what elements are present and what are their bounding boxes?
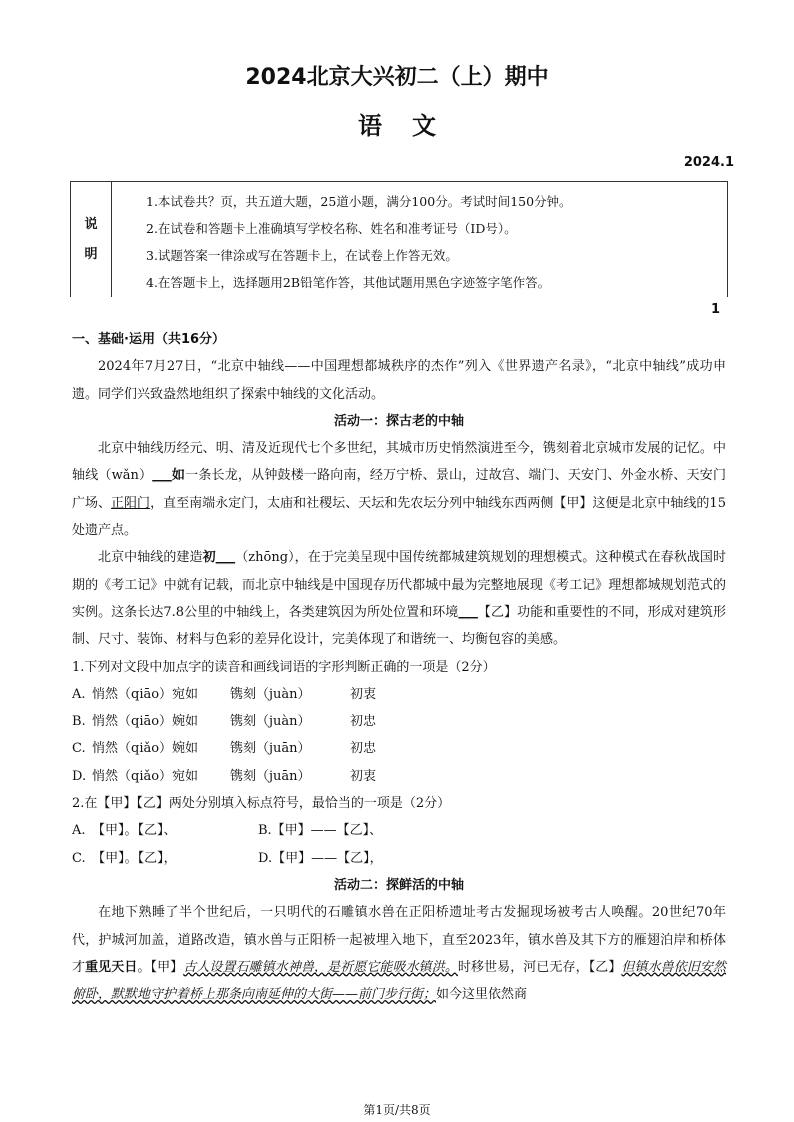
section-intro: 2024年7月27日，“北京中轴线——中国理想都城秩序的杰作”列入《世界遗产名录》，“北京中轴线”成功申遗。同学们兴致盎然地组织了探索中轴线的文化活动。 — [72, 359, 726, 402]
choice-option-b[interactable] — [72, 708, 726, 735]
choice-option-a[interactable] — [72, 681, 726, 708]
page-mark: 1 — [710, 302, 720, 317]
instructions-label — [71, 182, 112, 297]
option-part: 初忠 — [350, 741, 377, 757]
answer-blank: ___ — [215, 550, 236, 566]
text-run: 【乙】功能和重要性的不同，形成对建筑形制、尺寸、装饰、材料与色彩的差异化设计，完美体现了和谐统一、均衡包容的美感。 — [72, 604, 726, 648]
option-part: 婉如 — [172, 741, 199, 757]
text-run: 北京中轴线的建造 — [98, 550, 203, 566]
text-run: 。【甲】 — [137, 959, 184, 975]
text-run: 如今这里依然商 — [436, 987, 528, 1003]
option-part: 悄然（qiāo） — [92, 714, 173, 730]
text-run: 北京中轴线历经元、明、清及近现代七个多世纪，其城市历史悄然演进至今，镌刻着北京城市发展的记忆。中轴线（wǎn） — [72, 441, 726, 484]
instructions-box — [70, 181, 728, 297]
option-part: 初忠 — [350, 714, 377, 730]
activity-title: 活动二：探鲜活的中轴 — [333, 877, 464, 893]
activity1-paragraph2 — [72, 544, 726, 653]
choice-row — [72, 845, 726, 872]
exam-title: 2024北京大兴初二（上）期中 — [245, 65, 549, 90]
wavy-underlined-sentence: 古人设置石雕镇水神兽，是祈愿它能吸水镇洪。 — [183, 959, 458, 975]
option-letter: C. — [72, 741, 86, 757]
instruction-item: 3.试题答案一律涂或写在答题卡上，在试卷上作答无效。 — [146, 248, 458, 263]
activity2-paragraph — [72, 899, 726, 1008]
exam-content — [72, 326, 726, 1008]
exam-subject: 语文 — [358, 112, 466, 140]
option-part: 镌刻（juān） — [230, 741, 311, 757]
section-title: 一、基础·运用（共16分） — [72, 332, 226, 347]
instruction-item: 1.本试卷共？页，共五道大题，25道小题，满分100分。考试时间150分钟。 — [146, 194, 572, 209]
page-footer: 第1页/共8页 — [363, 1103, 431, 1117]
dotted-char: 初 — [202, 550, 216, 566]
instruction-item: 4.在答题卡上，选择题用2B铅笔作答，其他试题用黑色字迹签字笔作答。 — [146, 275, 551, 290]
text-run: 在地下熟睡了半个世纪后，一只明代的石雕镇水兽在正阳桥遗址考古发掘现场被考古人唤醒。20世纪70年代，护城河加盖，道路改造，镇水兽与正阳桥一起被埋入地下，直至2023年，镇水兽及其下方的雁翅泊岸和桥体才 — [72, 905, 726, 975]
choice-row — [72, 817, 726, 844]
choice-option-c[interactable]: C. 【甲】。【乙】， — [72, 850, 177, 866]
text-run: （zhōng），在于完美呈现中国传统都城建筑规划的理想模式。这种模式在春秋战国时期的《考工记》中就有记载，而北京中轴线是中国现存历代都城中最为完整地展现《考工记》理想都城规划范式的实例。这条长达7.8公里的中轴线上，各类建筑因为所处位置和环境 — [72, 550, 726, 620]
exam-date: 2024.1 — [683, 155, 734, 170]
option-letter: A. — [72, 686, 86, 702]
option-part: 初衷 — [350, 768, 377, 784]
text-run: ，直至南端永定门，太庙和社稷坛、天坛和先农坛分列中轴线东西两侧【甲】这便是北京中轴线的15处遗产点。 — [72, 495, 726, 539]
question-stem: 1.下列对文段中加点字的读音和画线词语的字形判断正确的一项是（2分） — [72, 659, 496, 675]
choice-option-d[interactable]: D.【甲】——【乙】， — [258, 850, 383, 866]
bold-phrase: 重见天日 — [85, 959, 138, 975]
activity-title: 活动一：探古老的中轴 — [333, 413, 464, 429]
option-letter: D. — [72, 768, 87, 784]
instructions-list — [112, 182, 727, 297]
instruction-item: 2.在试卷和答题卡上准确填写学校名称、姓名和准考证号（ID号）。 — [146, 221, 517, 236]
choice-option-c[interactable] — [72, 735, 726, 762]
option-part: 镌刻（juān） — [230, 768, 311, 784]
option-part: 初衷 — [350, 686, 377, 702]
option-part: 镌刻（juàn） — [230, 686, 311, 702]
choice-option-a[interactable]: A. 【甲】。【乙】、 — [72, 823, 177, 839]
option-part: 宛如 — [172, 768, 199, 784]
option-part: 婉如 — [172, 714, 199, 730]
question-stem: 2.在【甲】【乙】两处分别填入标点符号，最恰当的一项是（2分） — [72, 796, 451, 812]
option-part: 悄然（qiǎo） — [92, 741, 173, 757]
answer-blank: ___ — [458, 604, 478, 620]
answer-blank: ___ — [152, 468, 172, 484]
instructions-label-top: 说 — [84, 216, 98, 232]
wavy-underlined-sentence: 但镇水兽依旧安然俯卧，默默地守护着桥上那条向南延伸的大街——前门步行街； — [72, 959, 726, 1003]
underlined-term: 正阳门 — [111, 495, 151, 511]
option-part: 宛如 — [172, 686, 199, 702]
option-part: 悄然（qiǎo） — [92, 768, 173, 784]
instructions-label-bottom: 明 — [84, 246, 98, 262]
option-part: 镌刻（juàn） — [230, 714, 311, 730]
text-run: 时移世易，河已无存，【乙】 — [457, 959, 622, 975]
activity1-paragraph1 — [72, 435, 726, 544]
text-run: 一条长龙，从钟鼓楼一路向南，经万宁桥、景山，过故宫、端门、天安门、外金水桥、天安门广场、 — [72, 468, 726, 511]
option-part: 悄然（qiāo） — [92, 686, 173, 702]
choice-option-b[interactable]: B.【甲】——【乙】、 — [258, 823, 383, 839]
dotted-char: 如 — [171, 468, 186, 484]
choice-option-d[interactable] — [72, 763, 726, 790]
option-letter: B. — [72, 714, 86, 730]
